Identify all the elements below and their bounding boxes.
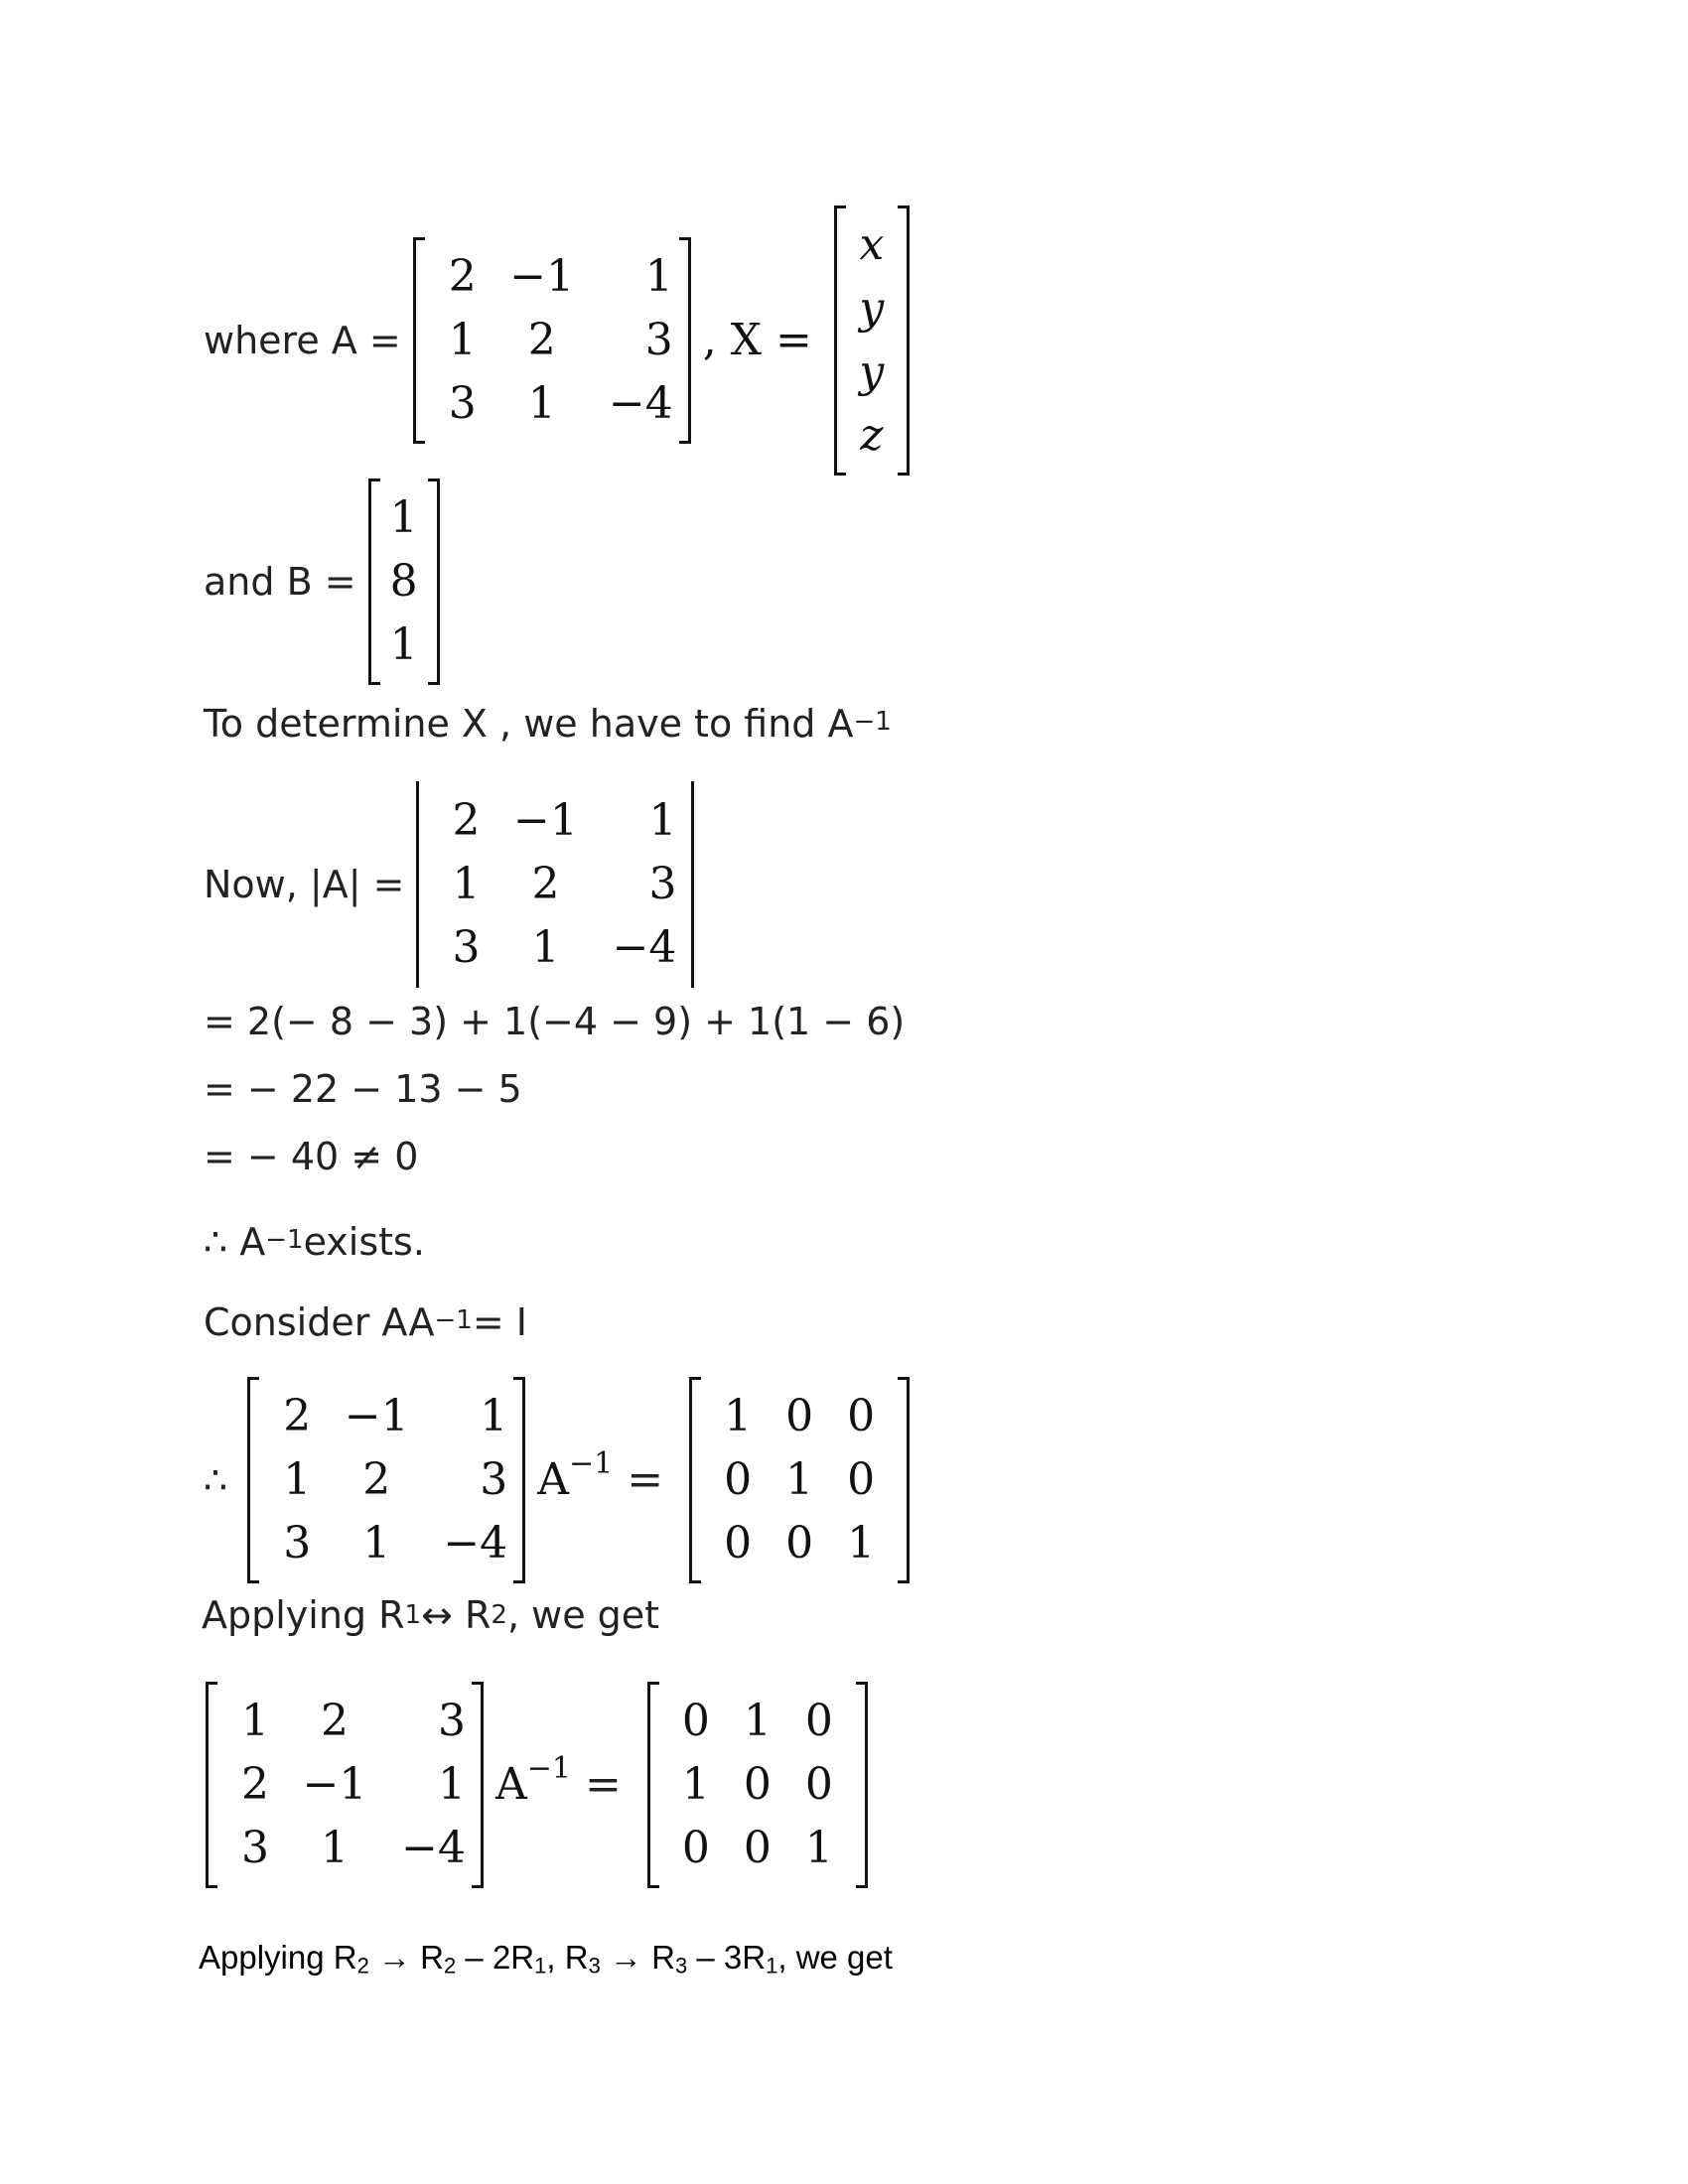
calc-step-text: = 2(− 8 − 3) + 1(−4 − 9) + 1(1 − 6) — [204, 1000, 906, 1043]
matrix-cell: 3 — [283, 1518, 312, 1569]
equation-a-inverse — [204, 1375, 921, 1585]
equation-b — [204, 477, 452, 687]
apply-text: , we get — [777, 1939, 893, 1976]
matrix-cell: 1 — [743, 1696, 772, 1746]
calc-step-3 — [204, 1135, 419, 1178]
equals-sign: = — [627, 1454, 664, 1505]
matrix-cell: 1 — [448, 315, 477, 365]
applying-swap-text — [202, 1593, 660, 1637]
matrix-cell: 0 — [724, 1454, 753, 1505]
matrix-cell: 3 — [480, 1454, 508, 1505]
inverse-superscript: −1 — [568, 1446, 614, 1481]
matrix-cell: 1 — [438, 1759, 466, 1810]
row-subscript: 2 — [444, 1953, 457, 1979]
apply-text: – 2R — [456, 1939, 535, 1976]
matrix-cell: 1 — [644, 251, 673, 302]
matrix-cell: 1 — [681, 1759, 710, 1810]
matrix-cell: −4 — [612, 922, 677, 973]
row-subscript: 2 — [356, 1953, 369, 1979]
matrix-cell: 2 — [531, 859, 560, 909]
apply-text: → R — [368, 1939, 445, 1976]
matrix-cell: −4 — [401, 1823, 466, 1873]
matrix-cell: 0 — [743, 1823, 772, 1873]
matrix-left — [204, 1680, 486, 1890]
matrix-cell: 1 — [321, 1823, 349, 1873]
inverse-exists-text — [204, 1220, 425, 1264]
matrix-cell: 0 — [743, 1759, 772, 1810]
matrix-cell: 0 — [681, 1696, 710, 1746]
a-inverse-symbol: A — [537, 1454, 569, 1505]
now-det-label: Now, |A| = — [204, 863, 405, 906]
matrix-identity — [687, 1375, 912, 1585]
matrix-left — [245, 1375, 527, 1585]
equation-after-swap — [204, 1680, 880, 1890]
matrix-cell: 3 — [241, 1823, 269, 1873]
matrix-cell: −4 — [443, 1518, 508, 1569]
matrix-cell: 2 — [241, 1759, 269, 1810]
matrix-x — [832, 204, 912, 478]
inverse-superscript: −1 — [265, 1225, 304, 1255]
matrix-cell: 1 — [362, 1518, 391, 1569]
row-subscript: 3 — [588, 1953, 601, 1979]
calc-step-text: = − 22 − 13 − 5 — [204, 1067, 522, 1111]
matrix-cell: 1 — [389, 619, 418, 670]
matrix-cell: 3 — [644, 315, 673, 365]
matrix-cell: 1 — [531, 922, 560, 973]
matrix-cell: 2 — [321, 1696, 349, 1746]
inverse-superscript: −1 — [526, 1751, 572, 1786]
and-b-label: and B = — [204, 560, 356, 604]
apply-text: Applying R — [199, 1939, 357, 1976]
matrix-cell: 1 — [283, 1454, 312, 1505]
where-a-label: where A = — [204, 319, 401, 362]
matrix-cell: −1 — [344, 1391, 409, 1441]
det-matrix-a — [414, 779, 696, 990]
matrix-cell: 3 — [452, 922, 481, 973]
matrix-cell: 0 — [847, 1454, 876, 1505]
determine-x-label: To determine X , we have to find A — [204, 702, 854, 746]
matrix-cell: x — [859, 219, 885, 270]
matrix-cell: 1 — [480, 1391, 508, 1441]
row-subscript: 3 — [674, 1953, 688, 1979]
apply-text: Applying R — [202, 1593, 405, 1637]
matrix-cell: 1 — [241, 1696, 269, 1746]
apply-text: – 3R — [687, 1939, 767, 1976]
matrix-cell: −1 — [513, 795, 578, 846]
matrix-cell: 2 — [448, 251, 477, 302]
matrix-b — [366, 477, 442, 687]
matrix-cell: 2 — [527, 315, 556, 365]
matrix-cell: 3 — [438, 1696, 466, 1746]
matrix-cell: 0 — [724, 1518, 753, 1569]
matrix-swapped-identity — [645, 1680, 870, 1890]
x-equals-label: , X = — [702, 315, 812, 365]
apply-text: → R — [600, 1939, 675, 1976]
matrix-cell: 8 — [389, 556, 418, 607]
matrix-cell: 2 — [362, 1454, 391, 1505]
matrix-cell: 1 — [648, 795, 677, 846]
apply-text: ↔ R — [421, 1593, 492, 1637]
matrix-cell: y — [859, 283, 885, 334]
matrix-cell: 0 — [681, 1823, 710, 1873]
calc-step-1 — [204, 1000, 906, 1043]
inverse-superscript: −1 — [434, 1305, 473, 1335]
matrix-cell: −1 — [509, 251, 575, 302]
matrix-cell: 0 — [804, 1759, 833, 1810]
row-subscript: 1 — [404, 1600, 422, 1630]
exists-suffix: exists. — [303, 1220, 425, 1264]
consider-prefix: Consider AA — [204, 1300, 435, 1344]
determinant-a — [204, 779, 706, 990]
equation-a-x — [204, 204, 921, 478]
consider-text — [204, 1300, 527, 1344]
row-subscript: 2 — [491, 1600, 507, 1630]
apply-text: , we get — [506, 1593, 660, 1637]
matrix-cell: −1 — [302, 1759, 367, 1810]
applying-row-ops-text — [199, 1939, 893, 1979]
matrix-cell: z — [860, 410, 884, 461]
matrix-cell: y — [859, 346, 885, 397]
matrix-cell: 1 — [527, 378, 556, 429]
matrix-cell: 0 — [785, 1391, 814, 1441]
matrix-cell: 1 — [785, 1454, 814, 1505]
matrix-cell: 3 — [448, 378, 477, 429]
matrix-cell: 2 — [452, 795, 481, 846]
matrix-cell: 0 — [785, 1518, 814, 1569]
equals-sign: = — [585, 1759, 622, 1810]
exists-prefix: ∴ A — [204, 1220, 266, 1264]
apply-text: , R — [546, 1939, 589, 1976]
a-inverse-symbol: A — [495, 1759, 527, 1810]
matrix-cell: 0 — [804, 1696, 833, 1746]
matrix-cell: 0 — [847, 1391, 876, 1441]
matrix-cell: 2 — [283, 1391, 312, 1441]
therefore-symbol: ∴ — [204, 1458, 228, 1502]
matrix-cell: 3 — [648, 859, 677, 909]
matrix-cell: 1 — [847, 1518, 876, 1569]
matrix-cell: 1 — [724, 1391, 753, 1441]
matrix-a — [411, 235, 693, 446]
matrix-cell: −4 — [608, 378, 673, 429]
row-subscript: 1 — [766, 1953, 778, 1979]
calc-step-2 — [204, 1067, 522, 1111]
consider-suffix: = I — [472, 1300, 527, 1344]
calc-step-text: = − 40 ≠ 0 — [204, 1135, 419, 1178]
matrix-cell: 1 — [804, 1823, 833, 1873]
matrix-cell: 1 — [389, 492, 418, 543]
inverse-superscript: −1 — [853, 707, 892, 737]
row-subscript: 1 — [534, 1953, 547, 1979]
determine-x-text — [204, 702, 892, 746]
matrix-cell: 1 — [452, 859, 481, 909]
